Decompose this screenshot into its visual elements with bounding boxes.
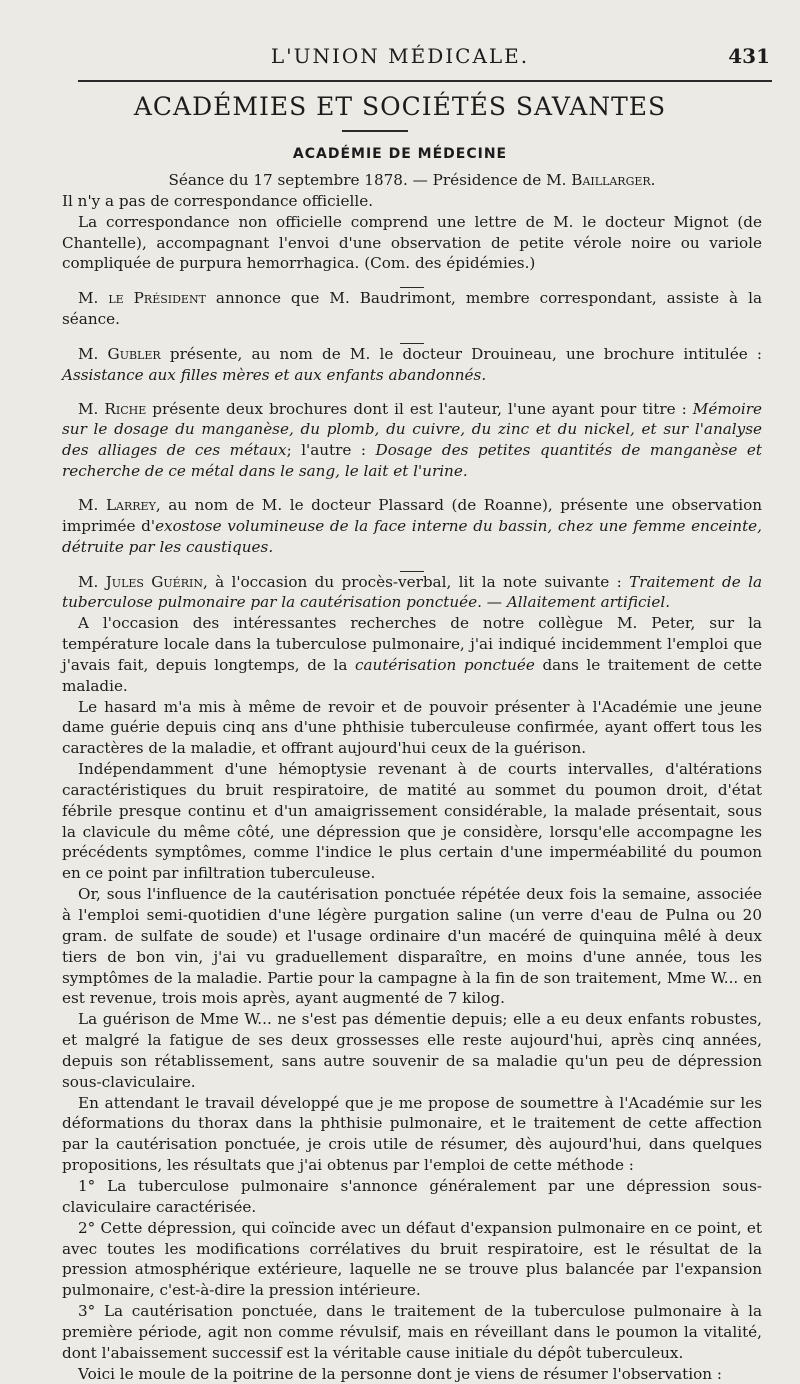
paragraph-3 (62, 288, 762, 330)
section-title: ACADÉMIES ET SOCIÉTÉS SAVANTES (133, 92, 667, 121)
paragraph-text: , à l'occasion du procès-verbal, lit la note suivante : (202, 572, 630, 591)
note-title: Traitement de la tuberculose pulmonaire par la cautérisation ponctuée. — Allaitement artificiel. (62, 572, 763, 612)
journal-title: L'UNION MÉDICALE. (270, 44, 530, 68)
paragraph-5 (62, 399, 762, 482)
seance-text: Séance du 17 septembre 1878. — Présidence de M. (168, 171, 572, 189)
paragraph-text: A l'occasion des intéressantes recherches de notre collègue M. Peter, sur la température locale dans la tuberculose pulmonaire, j'ai indiqué incidemment l'emploi que j'avais fait, depuis longtemps, de la (62, 614, 762, 674)
paragraph-13: En attendant le travail développé que je me propose de soumettre à l'Académie sur les déformations du thorax dans la phthisie pulmonaire, et le traitement de cette affection par la cautérisation ponctuée, je crois utile de résumer, dès aujourd'hui, dans quelques propositions, les résultats que j'ai obtenus par l'emploi de cette méthode : (62, 1093, 762, 1175)
president-name: Baillarger. (571, 171, 656, 189)
memoir-title: Dosage des petites quantités de manganèse et recherche de ce métal dans le sang, le lait et l'urine. (62, 441, 762, 481)
emphasis: cautérisation ponctuée (354, 655, 535, 674)
proposition-1: 1° La tuberculose pulmonaire s'annonce généralement par une dépression sous-claviculaire caractérisée. (62, 1176, 762, 1216)
paragraph-text: dans le traitement de cette maladie. (62, 655, 762, 695)
paragraph-7 (62, 572, 762, 614)
observation-title: exostose volumineuse de la face interne du bassin, chez une femme enceinte, détruite par les caustiques. (62, 516, 762, 556)
paragraph-10: Indépendamment d'une hémoptysie revenant à de courts intervalles, d'altérations caractéristiques du bruit respiratoire, de matité au sommet du poumon droit, d'état fébrile presque continu et d'un amaigrissement considérable, la malade présentait, sous la clavicule du même côté, une dépression que je considère, lorsqu'elle accompagne les précédents symptômes, comme l'indice le plus certain d'une imperméabilité du poumon en ce point par infiltration tuberculeuse. (62, 760, 762, 883)
paragraph-8 (62, 613, 762, 696)
proposition-3: 3° La cautérisation ponctuée, dans le traitement de la tuberculose pulmonaire à la première période, agit non comme révulsif, mais en réveillant dans le poumon la vitalité, dont l'abaissement successif est la véritable cause initiale du dépôt tuberculeux. (62, 1302, 762, 1362)
article-body (62, 170, 762, 1384)
paragraph-9: Le hasard m'a mis à même de revoir et de pouvoir présenter à l'Académie une jeune dame guérie depuis cinq ans d'une phthisie tuberculeuse confirmée, ayant offert tous les caractères de la maladie, et offrant aujourd'hui ceux de la guérison. (62, 697, 762, 758)
paragraph-11: Or, sous l'influence de la cautérisation ponctuée répétée deux fois la semaine, associée à l'emploi semi-quotidien d'une légère purgation saline (un verre d'eau de Pulna ou 20 gram. de sulfate de soude) et l'usage ordinaire d'un macéré de quinquina mêlé à deux tiers de bon vin, j'ai vu graduellement disparaître, en moins d'une année, tous les symptômes de la maladie. Partie pour la campagne à la fin de son traitement, Mme W... en est revenue, trois mois après, ayant augmenté de 7 kilog. (62, 885, 762, 1008)
paragraph-text: présente deux brochures dont il est l'auteur, l'une ayant pour titre : (146, 399, 693, 418)
title-rule (342, 130, 408, 132)
paragraph-text: ; l'autre : (286, 441, 376, 460)
memoir-title: Mémoire sur le dosage du manganèse, du plomb, du cuivre, du zinc et du nickel, et sur l'analyse des alliages de ces métaux (62, 399, 762, 460)
seance-line (62, 170, 762, 191)
paragraph-12: La guérison de Mme W... ne s'est pas démentie depuis; elle a eu deux enfants robustes, et malgré la fatigue de ses deux grossesses elle reste aujourd'hui, après cinq années, depuis son rétablissement, sans autre souvenir de sa maladie qu'un peu de dépression sous-claviculaire. (62, 1010, 762, 1091)
running-head (0, 44, 800, 74)
paragraph-text: annonce que M. Baudrimont, membre correspondant, assiste à la séance. (62, 289, 763, 329)
speaker-name: M. Riche (78, 399, 147, 418)
brochure-title: Assistance aux filles mères et aux enfants abandonnés. (62, 365, 487, 384)
speaker-name: M. Larrey (78, 495, 156, 514)
proposition-2: 2° Cette dépression, qui coïncide avec un défaut d'expansion pulmonaire en ce point, et avec toutes les modifications corrélatives du bruit respiratoire, est le résultat de la pression atmosphérique extérieure, laquelle ne se trouve plus balancée par l'expansion pulmonaire, c'est-à-dire la pression intérieure. (62, 1218, 762, 1300)
speaker-name: M. Gubler (78, 344, 161, 363)
academy-subtitle: ACADÉMIE DE MÉDECINE (292, 146, 508, 162)
speaker-name: M. le Président (78, 289, 206, 308)
page-number: 431 (728, 44, 770, 68)
speaker-name: M. Jules Guérin (78, 572, 203, 591)
paragraph-17: Voici le moule de la poitrine de la personne dont je viens de résumer l'observation : (78, 1364, 722, 1383)
paragraph-4 (62, 344, 762, 386)
header-rule (78, 80, 772, 82)
paragraph-text: , au nom de M. le docteur Plassard (de Roanne), présente une observation imprimée d' (62, 495, 763, 535)
paragraph-6 (62, 495, 762, 558)
paragraph-1: Il n'y a pas de correspondance officielle. (62, 191, 374, 210)
paragraph-2: La correspondance non officielle comprend une lettre de M. le docteur Mignot (de Chantelle), accompagnant l'envoi d'une observation de petite vérole noire ou variole compliquée de purpura hemorrhagica. (Com. des épidémies.) (62, 212, 762, 273)
paragraph-text: présente, au nom de M. le docteur Drouineau, une brochure intitulée : (160, 344, 762, 363)
